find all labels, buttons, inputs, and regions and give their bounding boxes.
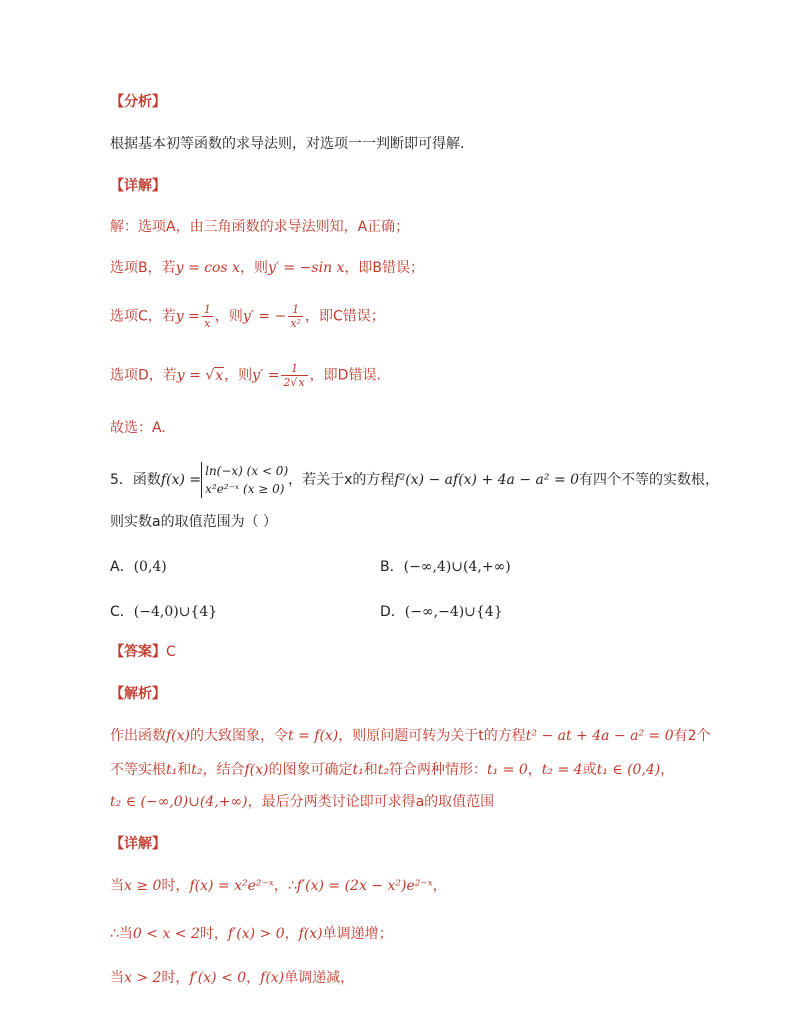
detail2-line-2: ∴当0 < x < 2时，f′(x) > 0，f(x)单调递增； <box>110 926 393 942</box>
parse-heading: 【解析】 <box>110 686 166 702</box>
analysis-text: 根据基本初等函数的求导法则，对选项一一判断即可得解. <box>110 136 465 152</box>
detail-line-3: 选项C，若y = $\frac{1}{x}$ ，则y′ = − $\frac{1}{\text{x²}}$ ，即C错误； <box>110 303 385 330</box>
parse-line-3: t₂ ∈ (−∞,0)∪(4,+∞)，最后分两类讨论即可求得a的取值范围 <box>110 794 495 810</box>
option-d: D．(−∞,−4)∪{4} <box>380 604 503 620</box>
option-c: C．(−4,0)∪{4} <box>110 604 218 620</box>
detail-line-4: 选项D，若y = √x，则y′ = $\frac{1}{2√x}$ ，即D错误. <box>110 362 381 389</box>
detail-heading: 【详解】 <box>110 178 166 194</box>
detail2-line-3: 当x > 2时，f′(x) < 0，f(x)单调递减， <box>110 970 355 986</box>
detail-line-1: 解：选项A，由三角函数的求导法则知，A正确； <box>110 219 410 235</box>
piecewise-brace: ln(−x) (x < 0) x²e²⁻ˣ (x ≥ 0) <box>201 462 288 498</box>
question-5: 5．函数f(x) = ln(−x) (x < 0) x²e²⁻ˣ (x ≥ 0) ，若关于x的方程f²(x) − af(x) + 4a − a² = 0有四个不等的实数根， <box>110 464 720 496</box>
question-5-line2: 则实数a的取值范围为（ ） <box>110 514 278 530</box>
option-b: B．(−∞,4)∪(4,+∞) <box>380 559 511 575</box>
choose-line: 故选：A. <box>110 420 166 436</box>
option-a: A．(0,4) <box>110 559 167 575</box>
analysis-heading: 【分析】 <box>110 94 166 110</box>
parse-line-2: 不等实根t₁和t₂，结合f(x)的图象可确定t₁和t₂符合两种情形：t₁ = 0，t₂ = 4或t₁ ∈ (0,4)， <box>110 762 675 778</box>
detail2-line-1: 当x ≥ 0时，f(x) = x²e²⁻ˣ，∴f′(x) = (2x − x²)e²⁻ˣ， <box>110 878 447 894</box>
parse-line-1: 作出函数f(x)的大致图象，令t = f(x)，则原问题可转为关于t的方程t² − at + 4a − a² = 0有2个 <box>110 728 711 744</box>
detail2-heading: 【详解】 <box>110 836 166 852</box>
detail-line-2: 选项B，若y = cos x，则y′ = −sin x，即B错误； <box>110 260 425 276</box>
answer-line: 【答案】C <box>110 644 176 660</box>
